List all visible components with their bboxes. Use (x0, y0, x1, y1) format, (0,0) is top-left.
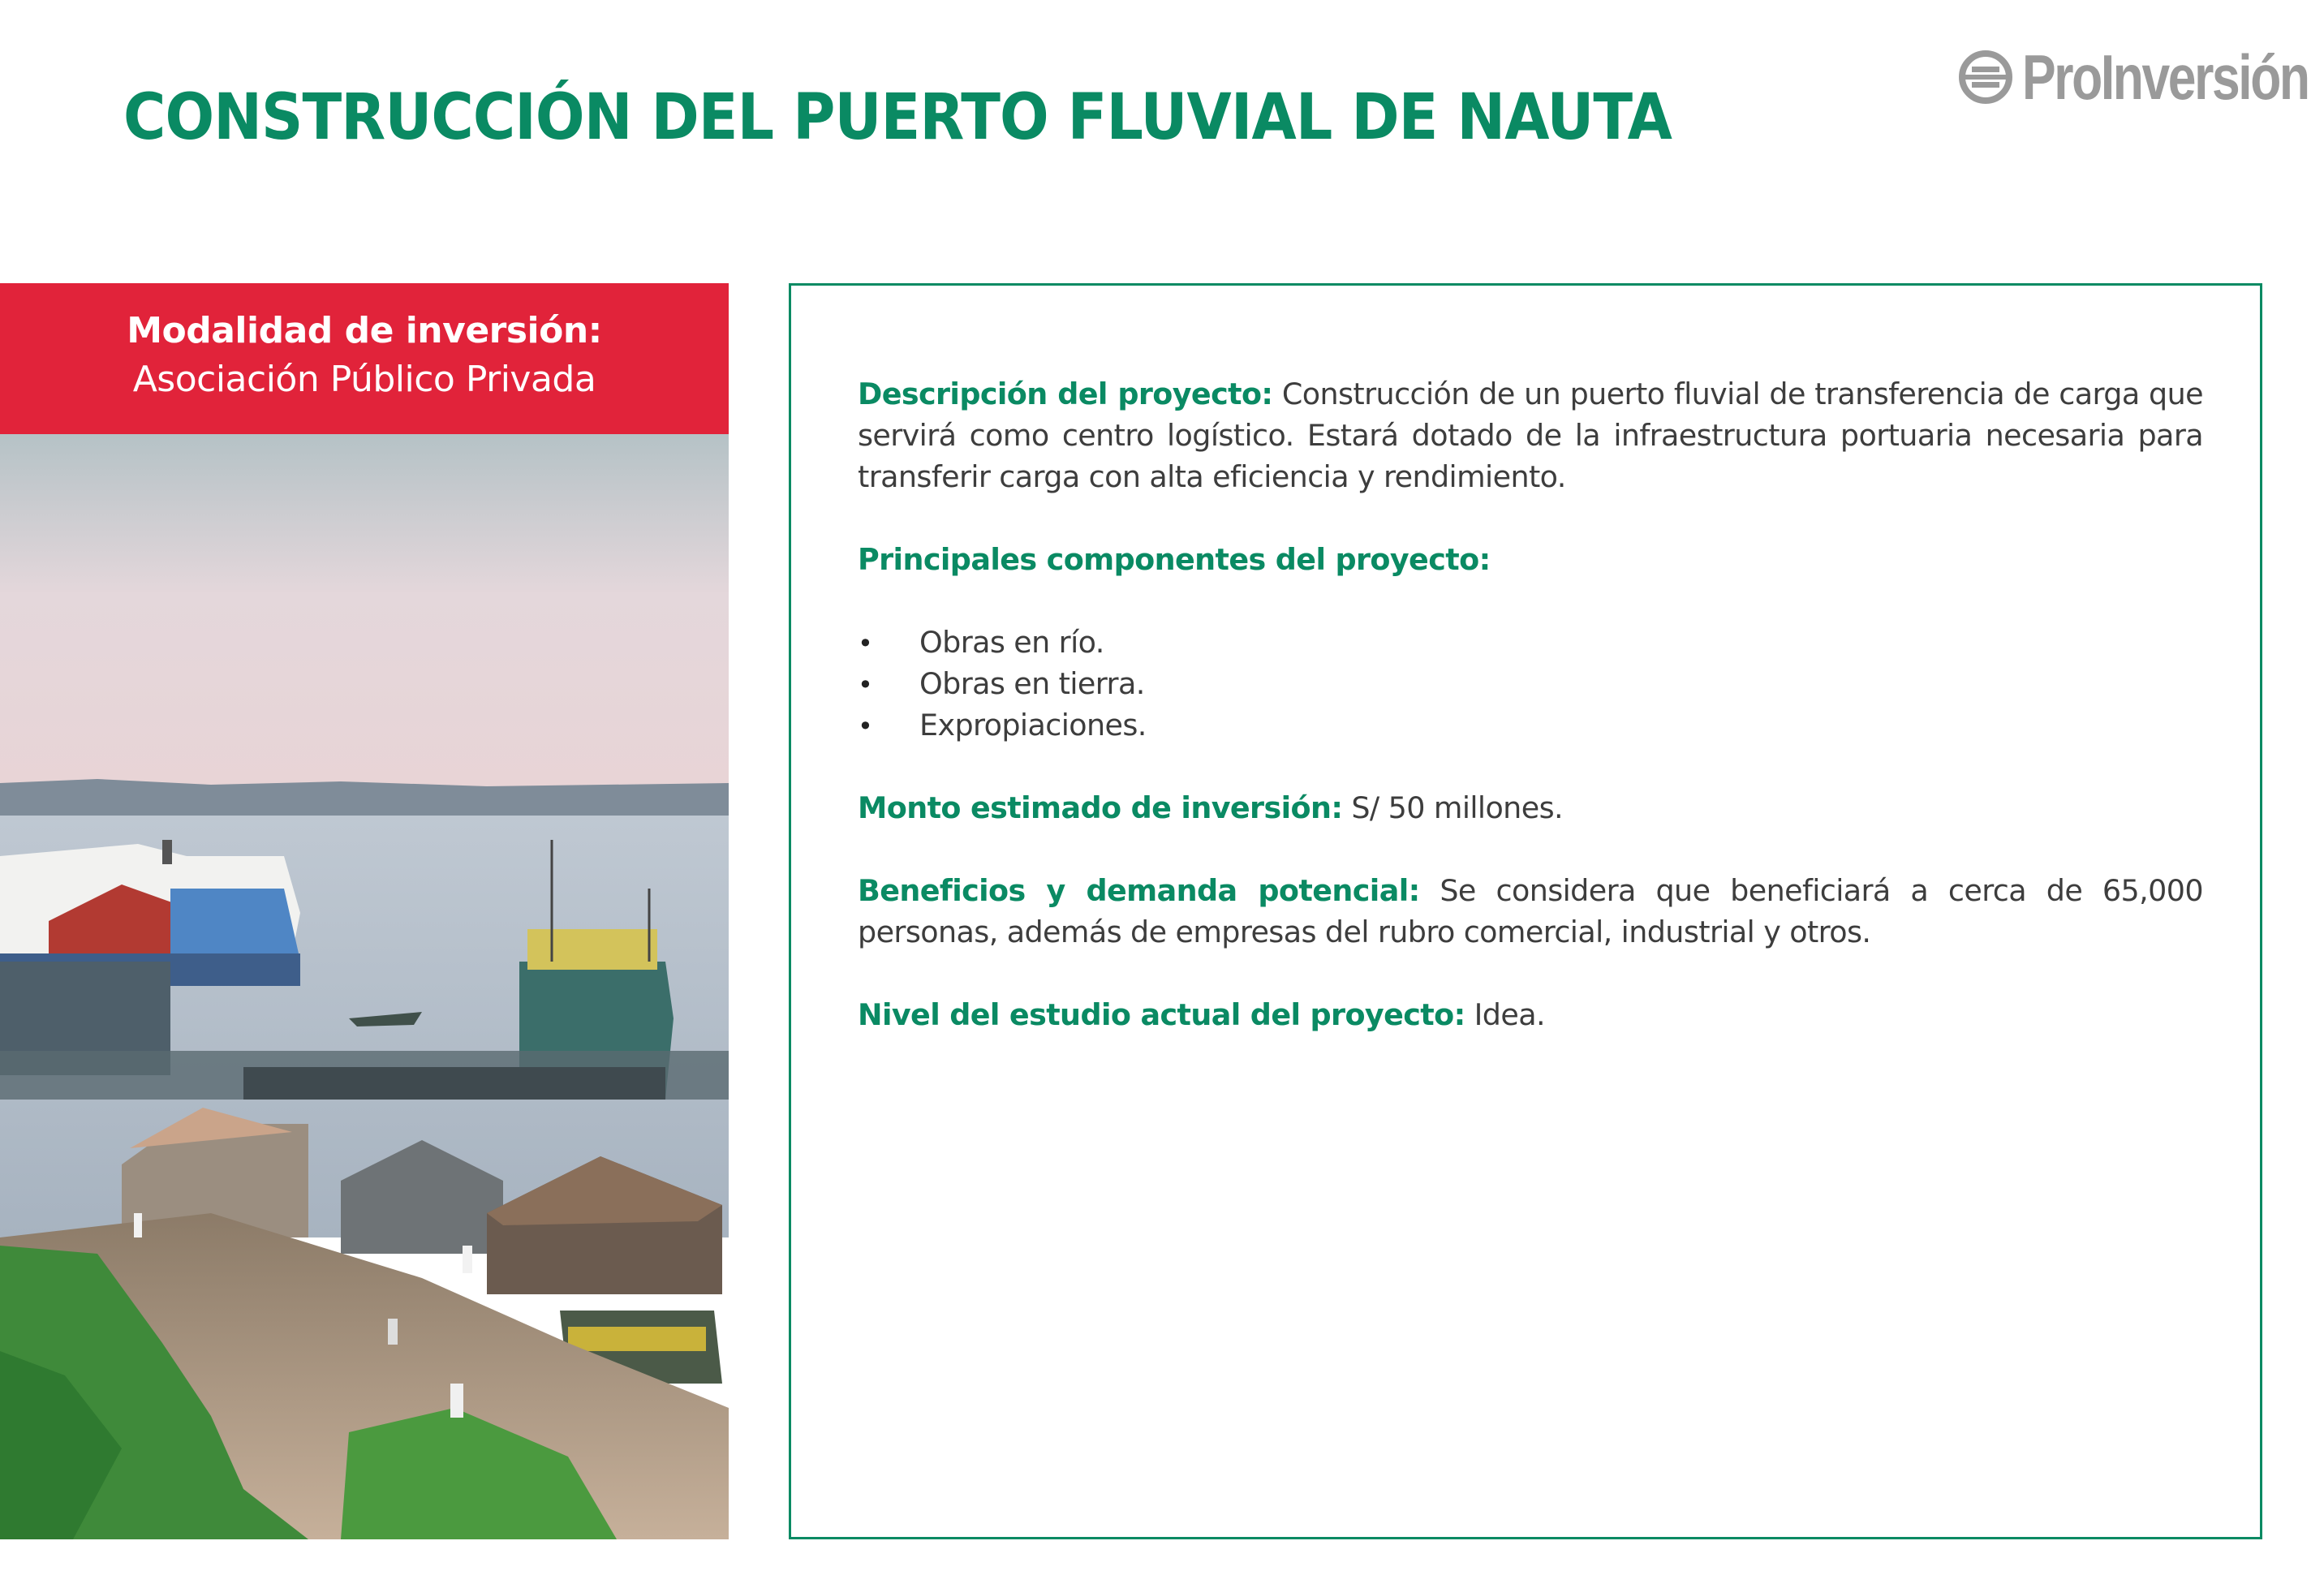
components-list (858, 622, 2203, 746)
components-label: Principales componentes del proyecto: (858, 542, 1491, 577)
logo-wordmark: ProInversión (2022, 41, 2309, 113)
page-title: CONSTRUCCIÓN DEL PUERTO FLUVIAL DE NAUTA (123, 81, 1672, 154)
list-item (858, 663, 2203, 704)
modality-value: Asociación Público Privada (132, 359, 596, 400)
component-text: Obras en tierra. (919, 666, 1145, 701)
port-photo (0, 434, 729, 1539)
benefits-paragraph (858, 870, 2203, 953)
description-paragraph (858, 373, 2203, 497)
benefits-text: Se considera que beneficiará a cerca de 65,000 personas, además de empresas del rubro comercial, industrial y otros. (858, 873, 2203, 949)
description-label: Descripción del proyecto: (858, 377, 1273, 411)
component-text: Expropiaciones. (919, 708, 1147, 742)
proinversion-logo (1957, 42, 2308, 112)
study-level-value: Idea. (1465, 997, 1545, 1032)
investment-paragraph (858, 787, 2203, 829)
bullet-icon: • (858, 669, 873, 700)
description-text: Construcción de un puerto fluvial de transferencia de carga que servirá como centro logístico. Estará dotado de la infraestructura portuaria necesaria para transferir carga con alta eficiencia y rendimiento. (858, 377, 2203, 494)
benefits-label: Beneficios y demanda potencial: (858, 873, 1420, 908)
list-item (858, 704, 2203, 746)
project-details (858, 373, 2203, 1077)
project-image-panel (0, 283, 729, 1539)
investment-value: S/ 50 millones. (1342, 790, 1563, 825)
study-level-label: Nivel del estudio actual del proyecto: (858, 997, 1465, 1032)
bullet-icon: • (858, 711, 873, 742)
list-item (858, 622, 2203, 663)
study-level-paragraph (858, 994, 2203, 1035)
component-text: Obras en río. (919, 625, 1104, 660)
project-details-box (789, 283, 2262, 1539)
modality-label: Modalidad de inversión: (127, 310, 602, 351)
proinversion-logo-icon (1957, 49, 2014, 105)
investment-label: Monto estimado de inversión: (858, 790, 1343, 825)
investment-modality-banner (0, 283, 729, 434)
bullet-icon: • (858, 628, 873, 659)
